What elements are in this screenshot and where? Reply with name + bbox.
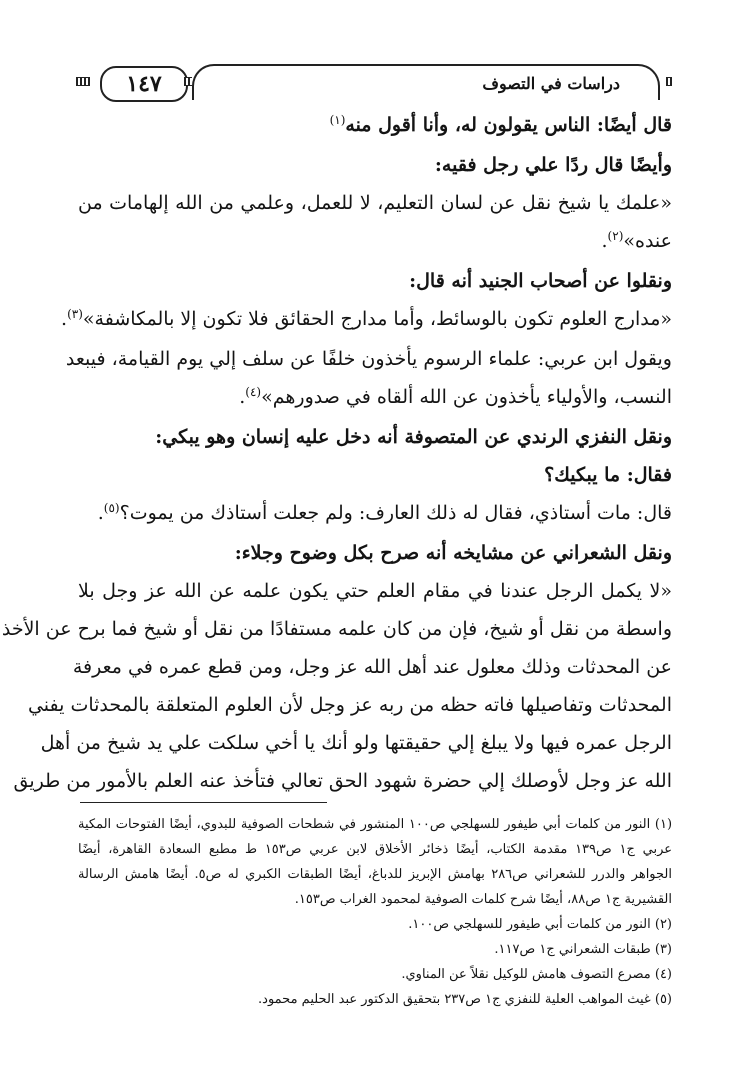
footnote-ref: (٣) — [67, 307, 83, 321]
text-line: قال: مات أستاذي، فقال له ذلك العارف: ولم جعلت أستاذك من يموت؟$^{(٥)}$. — [97, 501, 672, 524]
footnote-divider — [80, 802, 327, 803]
footnote-ref: (١) — [329, 113, 346, 127]
footnote-line: (٢) النور من كلمات أبي طيفور للسهلجي ص١٠٠. — [408, 917, 672, 932]
text-line: فقال: ما يبكيك؟ — [544, 464, 672, 486]
rope-ornament-right — [666, 77, 672, 86]
page-header — [76, 62, 672, 108]
footnote-ref: (٢) — [607, 229, 624, 243]
quote-line: الله عز وجل لأوصلك إلي حضرة شهود الحق تعالي فتأخذ عنه العلم بالأمور من طريق — [13, 770, 672, 792]
text-line: ويقول ابن عربي: علماء الرسوم يأخذون خلفًا عن سلف إلي يوم القيامة، فيبعد — [65, 348, 672, 370]
main-text — [1, 106, 672, 800]
quote-line: المحدثات وتفاصيلها فاته حظه من ربه عز وجل لأن العلوم المتعلقة بالمحدثات يفني — [27, 694, 672, 716]
footnote-line: القشيرية ج١ ص٨٨، أيضًا شرح كلمات الصوفية لمحمود الغراب ص١٥٣. — [294, 892, 672, 907]
text-line: «مدارج العلوم تكون بالوسائط، وأما مدارج الحقائق فلا تكون إلا بالمكاشفة»$^{(٣)}$. — [61, 307, 672, 330]
quote-line: عن المحدثات وذلك معلول عند أهل الله عز وجل، ومن قطع عمره في معرفة — [72, 656, 672, 678]
text-line: النسب، والأولياء يأخذون عن الله ألقاه في صدورهم»$^{(٤)}$. — [239, 385, 672, 408]
text-line: وأيضًا قال ردًا علي رجل فقيه: — [434, 154, 672, 176]
quote-line: واسطة من نقل أو شيخ، فإن من كان علمه مستفادًا من نقل أو شيخ فما برح عن الأخذ — [1, 618, 672, 640]
rope-ornament-middle — [184, 77, 192, 86]
footnote-line: عربي ج١ ص١٣٩ مقدمة الكتاب، أيضًا ذخائر الأخلاق لابن عربي ص١٥٣ ط مطبع السعادة القاهرة، أيضًا — [78, 842, 673, 857]
footnote-line: (٣) طبقات الشعراني ج١ ص١١٧. — [494, 942, 672, 957]
quote-line: الرجل عمره فيها ولا يبلغ إلي حقيقتها ولو أنك يا أخي سلكت علي يد شيخ من أهل — [40, 732, 672, 754]
text-line: ونقل الشعراني عن مشايخه أنه صرح بكل وضوح وجلاء: — [234, 542, 672, 564]
text-line: قال أيضًا: الناس يقولون له، وأنا أقول منه$^{(١)}$ — [329, 113, 672, 136]
text-line: ونقلوا عن أصحاب الجنيد أنه قال: — [409, 270, 672, 292]
footnotes — [78, 812, 672, 1012]
text-line: عنده»$^{(٢)}$. — [601, 229, 672, 252]
footnote-ref: (٥) — [103, 501, 120, 515]
text-line: ونقل النفزي الرندي عن المتصوفة أنه دخل عليه إنسان وهو يبكي: — [155, 426, 672, 448]
page-number: ١٤٧ — [100, 66, 188, 102]
footnote-line: الجواهر والدرر للشعراني ص٢٨٦ بهامش الإبريز للدباغ، أيضًا الطبقات الكبري له ص٥. أيضًا هامش الرسالة — [78, 867, 672, 882]
rope-ornament-left — [76, 77, 90, 86]
footnote-line: (٤) مصرع التصوف هامش للوكيل نقلاً عن المناوي. — [401, 967, 672, 982]
footnote-ref: (٤) — [245, 385, 262, 399]
footnote-line: (١) النور من كلمات أبي طيفور للسهلجي ص١٠٠ المنشور في شطحات الصوفية للبدوي، أيضًا الفتوحات المكية — [78, 817, 673, 832]
footnote-line: (٥) غيث المواهب العلية للنفزي ج١ ص٢٣٧ بتحقيق الدكتور عبد الحليم محمود. — [258, 992, 672, 1007]
running-title: دراسات في التصوف — [192, 64, 660, 100]
quote-line: «لا يكمل الرجل عندنا في مقام العلم حتي يكون علمه عن الله عز وجل بلا — [78, 580, 672, 602]
text-line: «علمك يا شيخ نقل عن لسان التعليم، لا للعمل، وعلمي من الله إلهامات من — [78, 192, 672, 214]
